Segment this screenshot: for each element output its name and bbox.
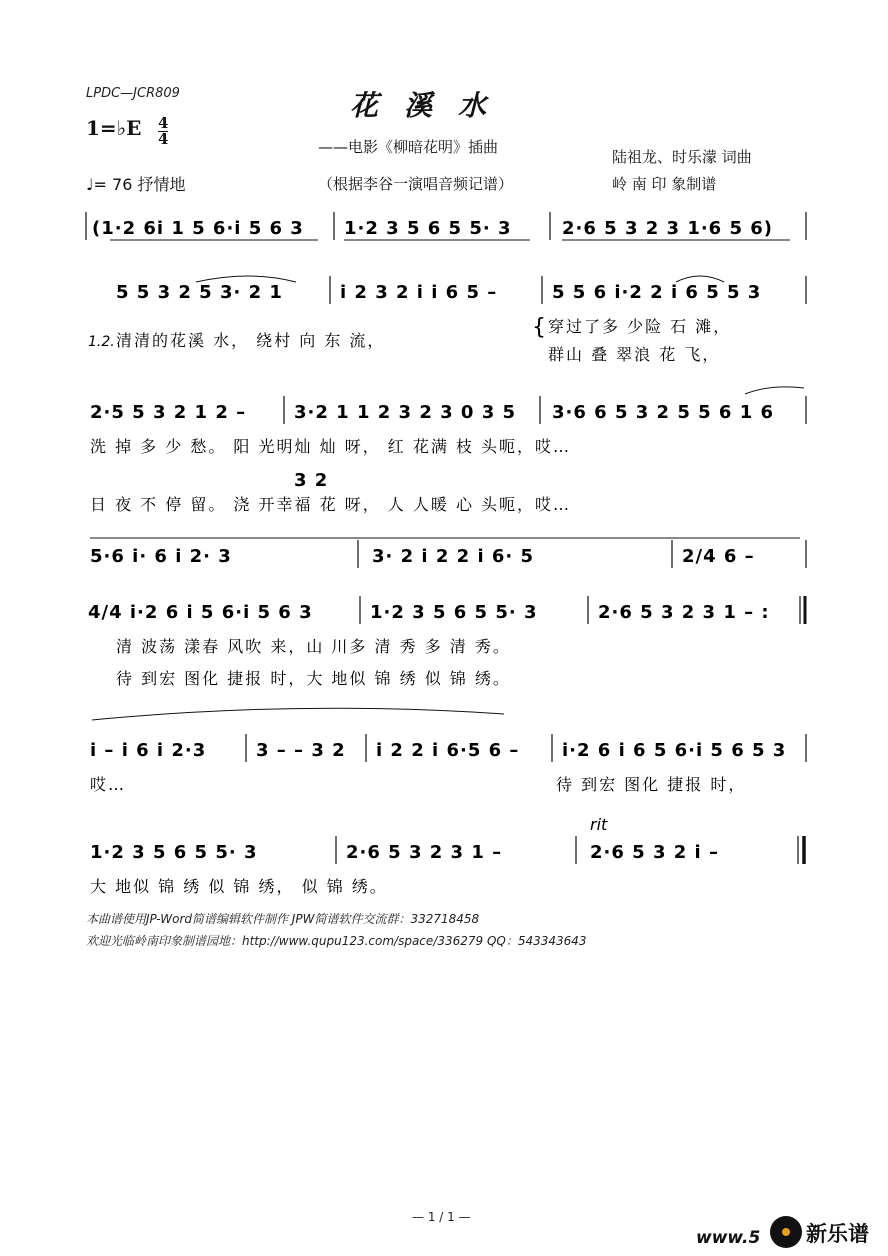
measure: 2·6 5 3 2 3 1 – bbox=[346, 842, 503, 863]
measure: 5 5 3 2 5 3· 2 1 bbox=[116, 282, 283, 303]
alternate-notes: 3 2 bbox=[294, 470, 329, 491]
key-signature: 1=♭E bbox=[86, 116, 142, 140]
lyric-line: 日 夜 不 停 留。 浇 开幸福 花 呀， 人 人暖 心 头呃，哎… bbox=[90, 495, 572, 514]
measure: 3·6 6 5 3 2 5 5 6 1 6 bbox=[552, 402, 775, 423]
score-code: LPDC—JCR809 bbox=[86, 86, 180, 101]
system-6 bbox=[90, 708, 806, 794]
ritardando-marking: rit bbox=[590, 815, 608, 834]
lyric-line: 哎… bbox=[90, 775, 127, 794]
measure: i·2 6 i 6 5 6·i 5 6 5 3 bbox=[562, 740, 787, 761]
measure: i – i 6 i 2·3 bbox=[90, 740, 207, 761]
brace: { bbox=[532, 315, 546, 340]
tempo-marking: ♩= 76 抒情地 bbox=[86, 175, 186, 194]
lyric-line: 大 地似 锦 绣 似 锦 绣， 似 锦 绣。 bbox=[90, 877, 388, 896]
measure: 2·5 5 3 2 1 2 – bbox=[90, 402, 247, 423]
record-disc-icon bbox=[770, 1216, 802, 1248]
lyric-line: 群山 叠 翠浪 花 飞， bbox=[548, 345, 721, 364]
verse-label: 1.2. bbox=[88, 334, 115, 350]
system-4 bbox=[90, 538, 806, 568]
arranger-credit: 岭 南 印 象制谱 bbox=[612, 175, 717, 193]
slur bbox=[92, 708, 504, 720]
system-3 bbox=[90, 387, 806, 514]
measure: 3·2 1 1 2 3 2 3 0 3 5 bbox=[294, 402, 517, 423]
system-5 bbox=[88, 596, 805, 688]
lyric-line: 清清的花溪 水， 绕村 向 东 流， bbox=[116, 331, 386, 350]
measure: 4/4 i·2 6 i 5 6·i 5 6 3 bbox=[88, 602, 313, 623]
footer-site-line: 欢迎光临岭南印象制谱园地：http://www.qupu123.com/space/336279 QQ：543343643 bbox=[86, 934, 587, 948]
time-signature-top: 4 bbox=[158, 114, 169, 132]
system-2 bbox=[88, 276, 806, 364]
page-number: — 1 / 1 — bbox=[412, 1210, 471, 1224]
song-title: 花溪水 bbox=[350, 89, 513, 122]
time-signature-bottom: 4 bbox=[158, 130, 169, 148]
measure: 2·6 5 3 2 3 1 – : bbox=[598, 602, 770, 623]
measure: 2·6 5 3 2 i – bbox=[590, 842, 719, 863]
measure: 2·6 5 3 2 3 1·6 5 6) bbox=[562, 218, 774, 239]
lyric-line: 清 波荡 漾春 风吹 来，山 川多 清 秀 多 清 秀。 bbox=[116, 637, 511, 656]
system-7 bbox=[90, 815, 804, 896]
composer-credit: 陆祖龙、时乐濛 词曲 bbox=[612, 148, 752, 166]
lyric-line: 洗 掉 多 少 愁。 阳 光明灿 灿 呀， 红 花满 枝 头呃，哎… bbox=[90, 437, 572, 456]
lyric-line: 待 到宏 图化 捷报 时，大 地似 锦 绣 似 锦 绣。 bbox=[116, 669, 511, 688]
measure: (1·2 6i 1 5 6·i 5 6 3 bbox=[92, 218, 304, 239]
measure: 1·2 3 5 6 5 5· 3 bbox=[344, 218, 512, 239]
measure: i 2 2 i 6·5 6 – bbox=[376, 740, 520, 761]
logo-text: 新乐谱 bbox=[806, 1222, 869, 1246]
measure: 5·6 i· 6 i 2· 3 bbox=[90, 546, 232, 567]
lyric-line: 穿过了多 少险 石 滩， bbox=[548, 317, 732, 336]
measure: 3 – – 3 2 bbox=[256, 740, 346, 761]
lyric-line: 待 到宏 图化 捷报 时， bbox=[556, 775, 747, 794]
measure: 2/4 6 – bbox=[682, 546, 755, 567]
transcription-note: （根据李谷一演唱音频记谱） bbox=[318, 175, 514, 193]
measure: 5 5 6 i·2 2 i 6 5 5 3 bbox=[552, 282, 762, 303]
measure: i 2 3 2 i i 6 5 – bbox=[340, 282, 498, 303]
measure: 1·2 3 5 6 5 5· 3 bbox=[370, 602, 538, 623]
slur bbox=[745, 387, 804, 394]
measure: 1·2 3 5 6 5 5· 3 bbox=[90, 842, 258, 863]
site-logo[interactable] bbox=[770, 1212, 880, 1252]
site-url[interactable]: www.5 bbox=[696, 1228, 761, 1248]
subtitle: ——电影《柳暗花明》插曲 bbox=[318, 138, 499, 156]
system-1 bbox=[86, 212, 806, 240]
measure: 3· 2 i 2 2 i 6· 5 bbox=[372, 546, 535, 567]
footer-software-line: 本曲谱使用JP-Word简谱编辑软件制作 JPW简谱软件交流群：332718458 bbox=[86, 912, 480, 926]
